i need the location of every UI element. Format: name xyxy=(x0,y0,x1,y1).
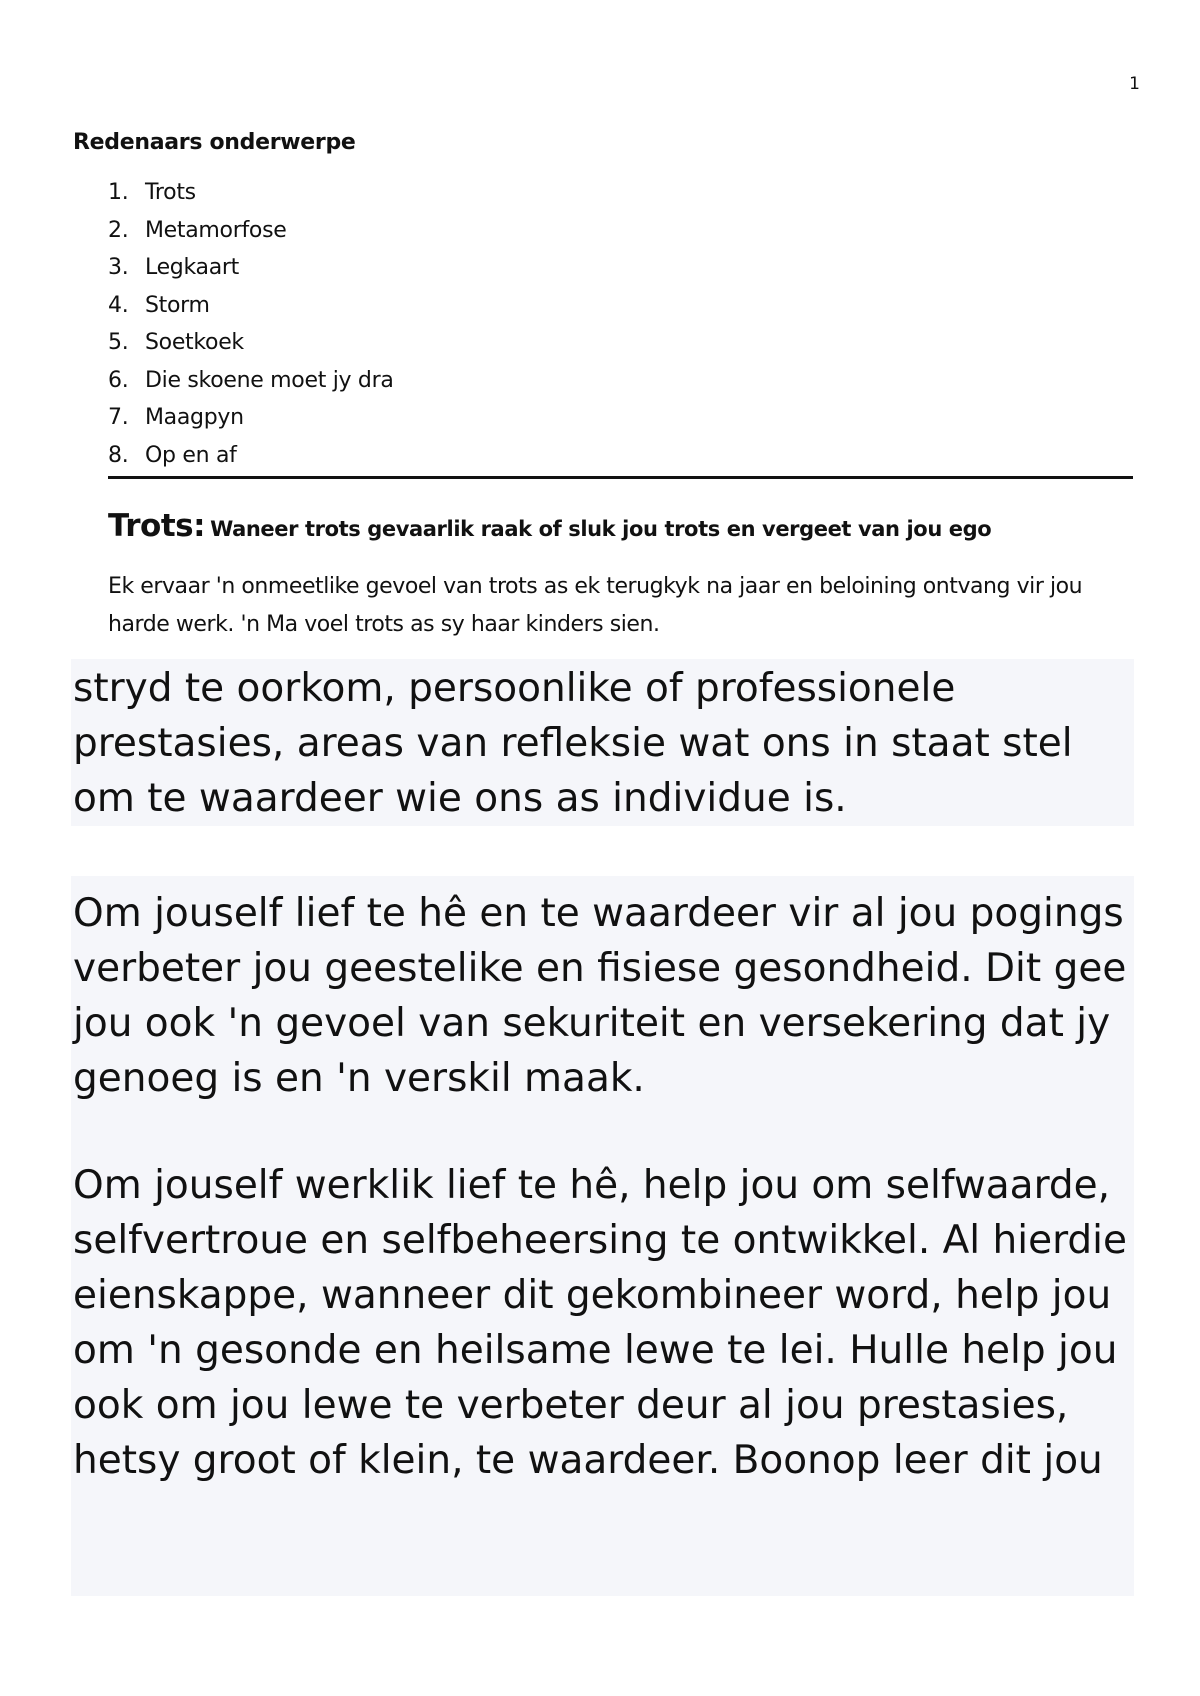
list-item xyxy=(108,443,394,481)
large-paragraph: Om jouself lief te hê en te waardeer vir al jou pogings verbeter jou geestelike en fisiese gesondheid. Dit gee jou ook 'n gevoel van sekuriteit en versekering dat jy genoeg is en 'n verskil maak. xyxy=(73,891,1127,1101)
horizontal-divider xyxy=(108,476,1133,479)
list-item-number: 3. xyxy=(108,255,129,280)
list-item-number: 4. xyxy=(108,292,129,318)
list-item-label: Op en af xyxy=(145,442,237,468)
large-text-block-1 xyxy=(71,659,1134,826)
list-item xyxy=(108,218,394,256)
list-item-number: 5. xyxy=(108,330,129,355)
list-item-number: 1. xyxy=(108,180,129,205)
list-item-label: Trots xyxy=(145,180,196,205)
topic-list xyxy=(108,180,394,480)
list-item-number: 7. xyxy=(108,405,129,430)
list-item-number: 6. xyxy=(108,367,129,393)
section-title-main: Trots: xyxy=(108,508,205,544)
list-item-label: Soetkoek xyxy=(145,330,244,355)
list-item-label: Maagpyn xyxy=(145,405,244,430)
large-paragraph: Om jouself werklik lief te hê, help jou om selfwaarde, selfvertroue en selfbeheersing te ontwikkel. Al hierdie eienskappe, wanneer dit gekombineer word, help jou om 'n gesonde en heilsame lewe te lei. Hulle help jou ook om jou lewe te verbeter deur al jou prestasies, hetsy groot of klein, te waardeer. Boonop leer dit jou xyxy=(73,1163,1128,1483)
section-title-subtitle: Waneer trots gevaarlik raak of sluk jou trots en vergeet van jou ego xyxy=(210,517,992,541)
list-item xyxy=(108,405,394,443)
large-text-block-2 xyxy=(71,876,1134,1596)
list-item-label: Metamorfose xyxy=(145,217,287,243)
paragraph-spacer xyxy=(73,1106,1134,1158)
list-item-label: Storm xyxy=(145,292,210,318)
page-number: 1 xyxy=(1129,74,1140,94)
large-paragraph: stryd te oorkom, persoonlike of professionele prestasies, areas van refleksie wat ons in staat stel om te waardeer wie ons as individue is. xyxy=(73,666,1073,821)
intro-paragraph: Ek ervaar 'n onmeetlike gevoel van trots as ek terugkyk na jaar en beloining ontvang vir jou harde werk. 'n Ma voel trots as sy haar kinders sien. xyxy=(108,574,1083,637)
list-item xyxy=(108,330,394,368)
list-item-number: 8. xyxy=(108,442,129,468)
list-item xyxy=(108,255,394,293)
list-item xyxy=(108,293,394,331)
list-item xyxy=(108,180,394,218)
section-title xyxy=(108,508,991,544)
list-item-number: 2. xyxy=(108,217,129,243)
list-item-label: Die skoene moet jy dra xyxy=(145,367,394,393)
list-item-label: Legkaart xyxy=(145,255,239,280)
list-item xyxy=(108,368,394,406)
document-heading: Redenaars onderwerpe xyxy=(73,130,356,155)
